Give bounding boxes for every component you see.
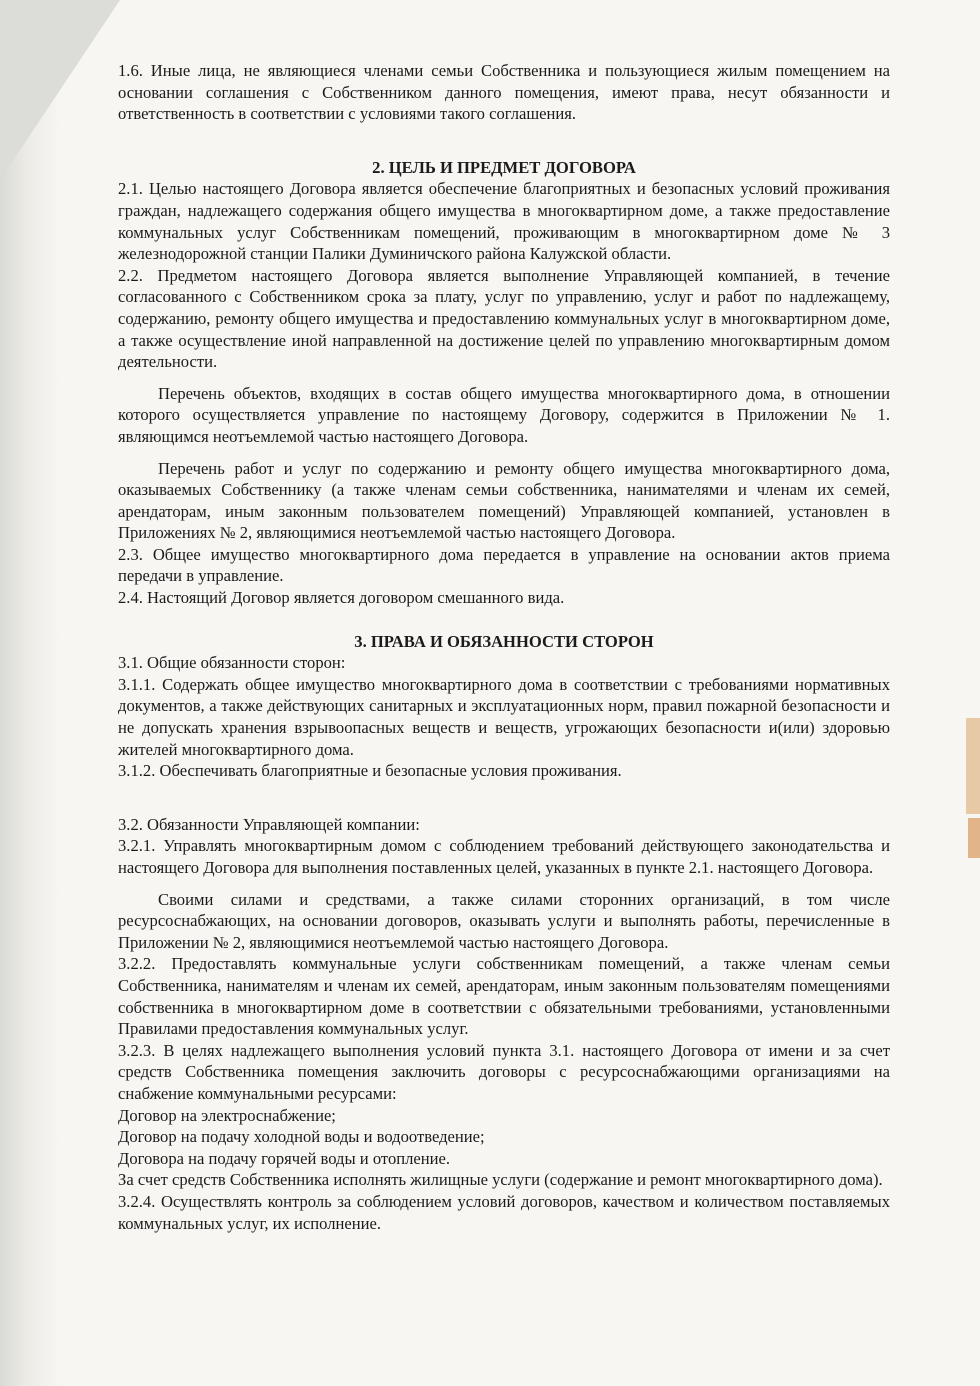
- contract-item: Договор на электроснабжение;: [118, 1105, 336, 1125]
- paragraph-3-1-1: 3.1.1. Содержать общее имущество многоквартирного дома в соответствии с требованиями нормативных документов, а также действующих санитарных и эксплуатационных норм, правил пожарной безопасности и не допускать хранения взрывоопасных веществ и веществ, угрожающих безопасности и(или) здоровью жителей многоквартирного дома.: [118, 674, 890, 759]
- paragraph-3-2: 3.2. Обязанности Управляющей компании:: [118, 814, 420, 834]
- paragraph-own-forces: Своими силами и средствами, а также силами сторонних организаций, в том числе ресурсоснабжающих, на основании договоров, оказывать услуги и выполнять работы, перечисленные в Приложении № 2, являющимися неотъемлемой частью настоящего Договора.: [118, 889, 890, 952]
- paragraph-2-1: 2.1. Целью настоящего Договора является обеспечение благоприятных и безопасных условий проживания граждан, надлежащего содержания общего имущества в многоквартирном доме, а также предоставление коммунальных услуг Собственникам помещений, проживающим в многоквартирном доме № 3 железнодорожной станции Палики Думиничского района Калужской области.: [118, 179, 890, 264]
- sticky-tab: [966, 718, 980, 814]
- paragraph-3-2-2: 3.2.2. Предоставлять коммунальные услуги собственникам помещений, а также членам семьи Собственника, нанимателям и членам их семей, арендаторам, иным законным пользователям помещениями собственника в многоквартирном доме в соответствии с обязательными требованиями, установленными Правилами предоставления коммунальных услуг.: [118, 954, 890, 1039]
- document-body: [118, 60, 890, 1234]
- sticky-tab: [968, 818, 980, 858]
- page-edge-shadow: [0, 0, 60, 1386]
- paragraph-3-1: 3.1. Общие обязанности сторон:: [118, 653, 346, 673]
- paragraph-3-2-4: 3.2.4. Осуществлять контроль за соблюдением условий договоров, качеством и количеством поставляемых коммунальных услуг, их исполнение.: [118, 1191, 890, 1233]
- paragraph-1-6: 1.6. Иные лица, не являющиеся членами семьи Собственника и пользующиеся жилым помещением на основании соглашения с Собственником данного помещения, имеют права, несут обязанности и ответственность в соответствии с условиями такого соглашения.: [118, 61, 890, 124]
- paragraph-objects-list: Перечень объектов, входящих в состав общего имущества многоквартирного дома, в отношении которого осуществляется управление по настоящему Договору, содержится в Приложении № 1. являющимся неотъемлемой частью настоящего Договора.: [118, 383, 890, 446]
- folded-corner: [0, 0, 120, 180]
- section-3-heading: 3. ПРАВА И ОБЯЗАННОСТИ СТОРОН: [354, 631, 654, 651]
- paragraph-2-2: 2.2. Предметом настоящего Договора является выполнение Управляющей компанией, в течение согласованного с Собственником срока за плату, услуг по управлению, услуг и работ по надлежащему, содержанию, ремонту общего имущества и предоставлению коммунальных услуг в многоквартирном доме, а также осуществление иной направленной на достижение целей по управлению многоквартирным домом деятельности.: [118, 265, 890, 372]
- paragraph-housing-services: За счет средств Собственника исполнять жилищные услуги (содержание и ремонт многоквартирного дома).: [118, 1170, 883, 1190]
- paragraph-3-2-1: 3.2.1. Управлять многоквартирным домом с соблюдением требований действующего законодательства и настоящего Договора для выполнения поставленных целей, указанных в пункте 2.1. настоящего Договора.: [118, 836, 890, 877]
- paragraph-works-list: Перечень работ и услуг по содержанию и ремонту общего имущества многоквартирного дома, оказываемых Собственнику (а также членам семьи собственника, нанимателями и членам их семей, арендаторам, иным законным пользователем помещений) Управляющей компанией, установлен в Приложениях № 2, являющимися неотъемлемой частью настоящего Договора.: [118, 458, 890, 543]
- paragraph-3-1-2: 3.1.2. Обеспечивать благоприятные и безопасные условия проживания.: [118, 761, 622, 781]
- paragraph-2-4: 2.4. Настоящий Договор является договором смешанного вида.: [118, 588, 565, 608]
- contract-item: Договор на подачу холодной воды и водоотведение;: [118, 1127, 485, 1147]
- section-2-heading: 2. ЦЕЛЬ И ПРЕДМЕТ ДОГОВОРА: [372, 157, 636, 177]
- paragraph-3-2-3: 3.2.3. В целях надлежащего выполнения условий пункта 3.1. настоящего Договора от имени и за счет средств Собственника помещения заключить договоры с ресурсоснабжающими организациями на снабжение коммунальными ресурсами:: [118, 1040, 890, 1103]
- contract-item: Договора на подачу горячей воды и отопление.: [118, 1148, 451, 1168]
- paragraph-2-3: 2.3. Общее имущество многоквартирного дома передается в управление на основании актов приема передачи в управление.: [118, 544, 890, 586]
